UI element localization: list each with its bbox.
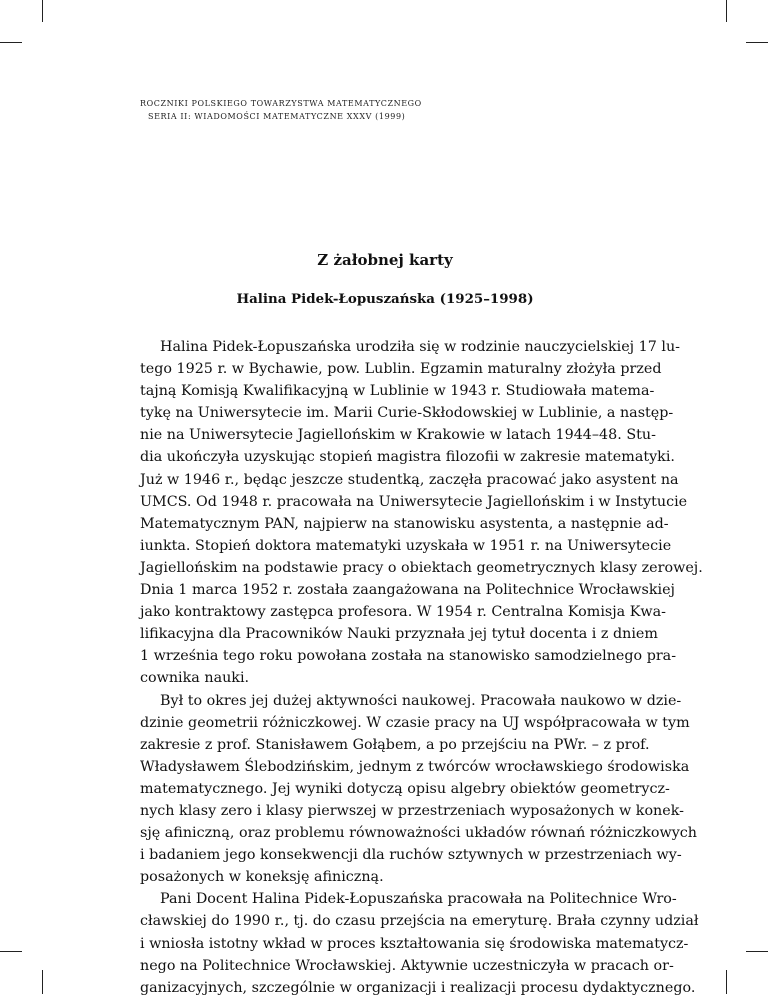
text-line: cownika nauki.	[140, 670, 250, 687]
article-body	[140, 336, 703, 999]
crop-mark-bottom-right-vertical	[726, 970, 727, 994]
journal-name: ROCZNIKI POLSKIEGO TOWARZYSTWA MATEMATYCZNEGO	[140, 99, 422, 108]
text-line: tajną Komisją Kwalifikacyjną w Lublinie w 1943 r. Studiowała matema-	[140, 383, 655, 400]
crop-mark-top-right-vertical	[726, 0, 727, 22]
text-line: Pani Docent Halina Pidek-Łopuszańska pracowała na Politechnice Wro-	[160, 891, 677, 908]
crop-mark-bottom-left-vertical	[42, 970, 43, 994]
text-line: Już w 1946 r., będąc jeszcze studentką, zaczęła pracować jako asystent na	[140, 471, 679, 488]
text-line: tego 1925 r. w Bychawie, pow. Lublin. Egzamin maturalny złożyła przed	[140, 361, 662, 378]
text-line: sję afiniczną, oraz problemu równoważności układów równań różniczkowych	[140, 825, 697, 842]
text-line: jako kontraktowy zastępca profesora. W 1954 r. Centralna Komisja Kwa-	[140, 604, 667, 621]
section-title: Z żałobnej karty	[317, 251, 453, 269]
text-line: i wniosła istotny wkład w proces kształtowania się środowiska matematycz-	[140, 935, 689, 952]
text-line: Dnia 1 marca 1952 r. została zaangażowana na Politechnice Wrocławskiej	[140, 582, 675, 599]
text-line: zakresie z prof. Stanisławem Gołąbem, a po przejściu na PWr. – z prof.	[140, 736, 650, 753]
series-info: SERIA II: WIADOMOŚCI MATEMATYCZNE XXXV (1999)	[148, 112, 406, 121]
text-line: lifikacyjna dla Pracowników Nauki przyznała jej tytuł docenta i z dniem	[140, 626, 658, 643]
text-line: Jagiellońskim na podstawie pracy o obiektach geometrycznych klasy zerowej.	[140, 559, 703, 576]
text-line: cławskiej do 1990 r., tj. do czasu przejścia na emeryturę. Brała czynny udział	[140, 913, 699, 930]
text-line: posażonych w koneksję afiniczną.	[140, 869, 384, 886]
text-line: Matematycznym PAN, najpierw na stanowisku asystenta, a następnie ad-	[140, 515, 669, 532]
text-line: nych klasy zero i klasy pierwszej w przestrzeniach wyposażonych w konek-	[140, 802, 684, 819]
crop-mark-top-right-horizontal	[746, 42, 768, 43]
text-line: ganizacyjnych, szczególnie w organizacji i realizacji procesu dydaktycznego.	[140, 979, 696, 996]
text-line: matematycznego. Jej wyniki dotyczą opisu algebry obiektów geometrycz-	[140, 780, 670, 797]
text-line: nego na Politechnice Wrocławskiej. Aktywnie uczestniczyła w pracach or-	[140, 957, 674, 974]
text-line: Władysławem Ślebodzińskim, jednym z twórców wrocławskiego środowiska	[140, 758, 690, 775]
text-line: Był to okres jej dużej aktywności naukowej. Pracowała naukowo w dzie-	[160, 692, 682, 709]
text-line: dzinie geometrii różniczkowej. W czasie pracy na UJ współpracowała w tym	[140, 714, 690, 731]
crop-mark-bottom-right-horizontal	[746, 951, 768, 952]
text-line: tykę na Uniwersytecie im. Marii Curie-Skłodowskiej w Lublinie, a następ-	[140, 405, 674, 422]
crop-mark-top-left-vertical	[42, 0, 43, 22]
text-line: iunkta. Stopień doktora matematyki uzyskała w 1951 r. na Uniwersytecie	[140, 537, 672, 554]
running-header	[140, 97, 560, 123]
text-line: dia ukończyła uzyskując stopień magistra filozofii w zakresie matematyki.	[140, 449, 675, 466]
crop-mark-top-left-horizontal	[0, 42, 22, 43]
crop-mark-bottom-left-horizontal	[0, 951, 22, 952]
text-line: i badaniem jego konsekwencji dla ruchów sztywnych w przestrzeniach wy-	[140, 847, 682, 864]
text-line: Halina Pidek-Łopuszańska urodziła się w rodzinie nauczycielskiej 17 lu-	[160, 339, 680, 355]
obituary-subtitle: Halina Pidek-Łopuszańska (1925–1998)	[236, 291, 534, 307]
text-line: 1 września tego roku powołana została na stanowisko samodzielnego pra-	[140, 648, 677, 665]
text-line: UMCS. Od 1948 r. pracowała na Uniwersytecie Jagiellońskim i w Instytucie	[140, 493, 688, 510]
text-line: nie na Uniwersytecie Jagiellońskim w Krakowie w latach 1944–48. Stu-	[140, 427, 656, 444]
